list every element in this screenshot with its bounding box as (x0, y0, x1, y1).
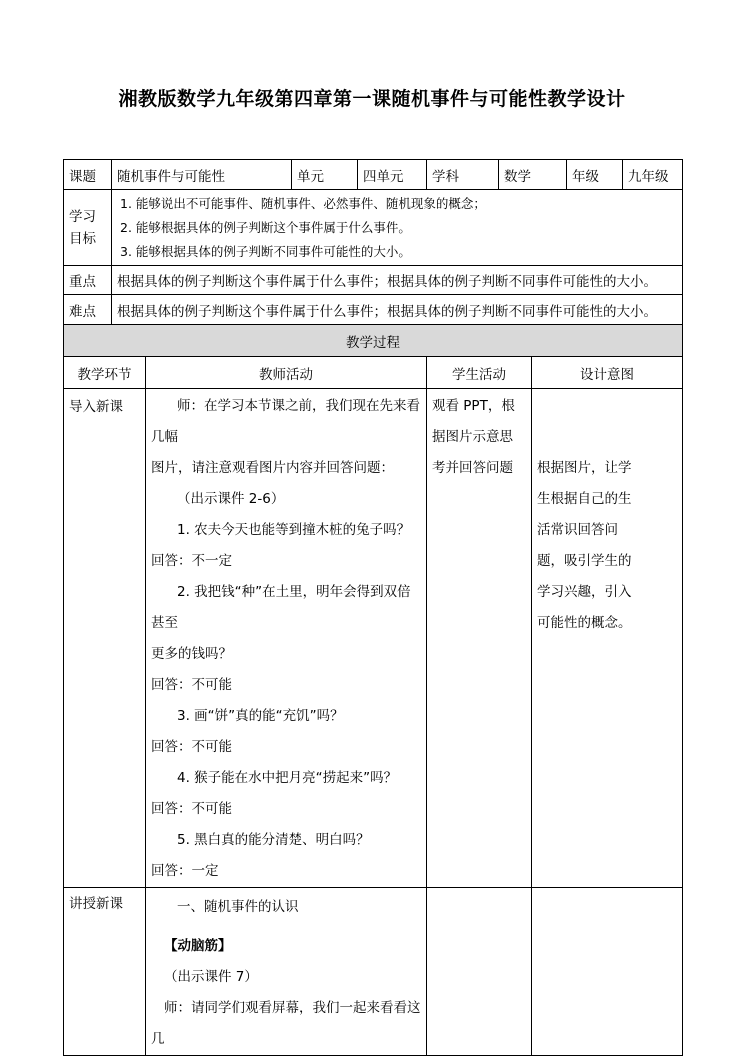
intro-intent (532, 389, 683, 888)
section-title: 一、随机事件的认识 (177, 899, 299, 915)
slide-ref: （出示课件 7） (164, 969, 258, 985)
goals-row (64, 190, 683, 266)
intro-teacher (146, 389, 427, 888)
new-lesson-student (427, 888, 532, 1056)
teacher-line: 5. 黑白真的能分清楚、明白吗？ (177, 832, 370, 848)
teacher-line: 师：在学习本节课之前，我们现在先来看几幅 (151, 398, 420, 445)
teacher-line: 回答：不可能 (151, 739, 232, 755)
key-point-row (64, 266, 683, 295)
grade-value: 九年级 (623, 160, 683, 190)
intro-student (427, 389, 532, 888)
process-header: 教学过程 (64, 325, 683, 357)
lesson-plan-table (63, 159, 683, 1056)
intro-stage: 导入新课 (64, 389, 146, 888)
teacher-line: 师：请同学们观看屏幕，我们一起来看看这几 (151, 1000, 421, 1047)
intent-line: 生根据自己的生 (537, 491, 632, 507)
unit-label: 单元 (292, 160, 358, 190)
grade-label: 年级 (567, 160, 623, 190)
teacher-line: 回答：不可能 (151, 801, 232, 817)
goal-item: 1. 能够说出不可能事件、随机事件、必然事件、随机现象的概念； (120, 195, 486, 211)
bracket-title: 【动脑筋】 (164, 938, 232, 954)
process-header-row (64, 325, 683, 357)
student-line: 据图片示意思 (432, 429, 513, 445)
intent-line: 题，吸引学生的 (537, 553, 632, 569)
subject-label: 学科 (427, 160, 499, 190)
col-student: 学生活动 (427, 357, 532, 389)
subject-value: 数学 (499, 160, 567, 190)
new-lesson-teacher (146, 888, 427, 1056)
col-intent: 设计意图 (532, 357, 683, 389)
unit-value: 四单元 (358, 160, 427, 190)
new-lesson-intent (532, 888, 683, 1056)
new-lesson-row (64, 888, 683, 1056)
teacher-line: 更多的钱吗？ (151, 646, 232, 662)
teacher-line: （出示课件 2-6） (177, 491, 285, 507)
goals-label-line1: 学习 (69, 208, 96, 225)
goals-label-line2: 目标 (69, 230, 96, 247)
teacher-line: 4. 猴子能在水中把月亮“捞起来”吗？ (177, 770, 398, 786)
page-title: 湘教版数学九年级第四章第一课随机事件与可能性教学设计 (118, 88, 626, 110)
difficult-point-row (64, 295, 683, 325)
intent-line: 根据图片，让学 (537, 460, 632, 476)
student-line: 考并回答问题 (432, 460, 513, 476)
col-teacher: 教师活动 (146, 357, 427, 389)
course-value: 随机事件与可能性 (112, 160, 292, 190)
key-point-text: 根据具体的例子判断这个事件属于什么事件；根据具体的例子判断不同事件可能性的大小。 (112, 266, 683, 295)
difficult-point-text: 根据具体的例子判断这个事件属于什么事件；根据具体的例子判断不同事件可能性的大小。 (112, 295, 683, 325)
goals-content (112, 190, 683, 266)
intent-line: 学习兴趣，引入 (537, 584, 632, 600)
goal-item: 3. 能够根据具体的例子判断不同事件可能性的大小。 (120, 243, 411, 259)
goal-item: 2. 能够根据具体的例子判断这个事件属于什么事件。 (120, 219, 411, 235)
intent-line: 可能性的概念。 (537, 615, 632, 631)
info-row (64, 160, 683, 190)
key-point-label: 重点 (64, 266, 112, 295)
student-line: 观看 PPT，根 (432, 398, 515, 414)
intent-line: 活常识回答问 (537, 522, 618, 538)
col-stage: 教学环节 (64, 357, 146, 389)
difficult-point-label: 难点 (64, 295, 112, 325)
new-lesson-stage: 讲授新课 (64, 888, 146, 1056)
column-header-row (64, 357, 683, 389)
teacher-line: 3. 画“饼”真的能“充饥”吗？ (177, 708, 344, 724)
course-label: 课题 (64, 160, 112, 190)
teacher-line: 1. 农夫今天也能等到撞木桩的兔子吗？ (177, 522, 411, 538)
intro-row (64, 389, 683, 888)
teacher-line: 2. 我把钱“种”在土里，明年会得到双倍甚至 (151, 584, 411, 631)
teacher-line: 回答：不一定 (151, 553, 232, 569)
teacher-line: 图片，请注意观看图片内容并回答问题： (151, 460, 394, 476)
teacher-line: 回答：不可能 (151, 677, 232, 693)
teacher-line: 回答：一定 (151, 863, 219, 879)
goals-label (64, 190, 112, 266)
